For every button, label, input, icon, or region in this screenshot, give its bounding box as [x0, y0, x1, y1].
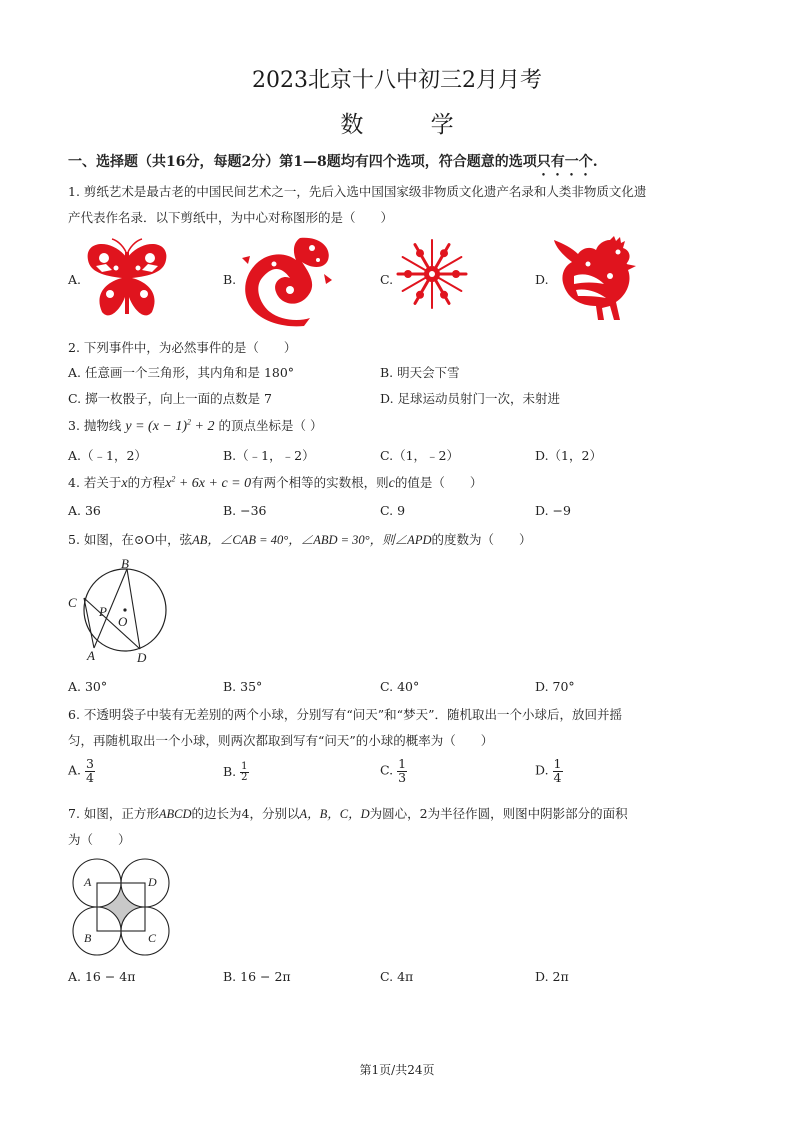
q6-option-c [380, 758, 407, 784]
q5-angles: ，∠CAB = 40°，∠ABD = 30°，则∠APD [207, 533, 432, 547]
q7-stem-pre: 7. 如图，正方形 [68, 806, 159, 821]
section-heading-end: . [592, 154, 598, 170]
q4-option-b: B. −36 [223, 503, 267, 518]
q6-option-c-label: C. [380, 762, 394, 778]
q5-chord-ab: AB [192, 533, 208, 547]
q7-label-d: D [148, 875, 157, 889]
q4-eq-tail: + 6x + c = 0 [175, 476, 252, 491]
q2-option-d: D. 足球运动员射门一次，未射进 [380, 391, 561, 406]
q5-label-b: B [121, 556, 129, 571]
q4-stem [68, 473, 482, 492]
q5-option-d: D. 70° [535, 679, 575, 694]
q4-option-a: A. 36 [68, 503, 101, 518]
section-heading-emphasis: 只有一个 [536, 154, 593, 170]
q3-option-a: A.（﹣1，2） [68, 448, 147, 463]
q3-option-c: C.（1，﹣2） [380, 448, 459, 463]
q3-stem [68, 416, 322, 435]
q4-equation [165, 476, 251, 491]
q7-square-circles-diagram [68, 855, 174, 959]
q5-stem [68, 530, 532, 548]
q5-stem-pre: 5. 如图，在⊙O中，弦 [68, 532, 193, 547]
section-heading-text: 一、选择题（共16分，每题2分）第1—8题均有四个选项，符合题意的选项 [68, 154, 537, 170]
q4-stem-post: 的值是（ ） [394, 475, 483, 490]
q3-option-d: D.（1，2） [535, 448, 602, 463]
q5-label-c: C [68, 595, 77, 610]
q3-formula-base: y = (x − 1) [125, 419, 188, 434]
q6-option-b-label: B. [223, 764, 237, 779]
q1-option-b-label: B. [223, 272, 237, 287]
q5-stem-post: 的度数为（ ） [431, 532, 532, 547]
q4-var-x: x [121, 476, 128, 491]
q4-stem-pre: 4. 若关于 [68, 475, 122, 490]
q1-option-a-label: A. [68, 272, 82, 287]
q6-option-c-numerator: 1 [398, 756, 407, 771]
q3-option-b: B.（﹣1，﹣2） [223, 448, 315, 463]
q7-option-c: C. 4π [380, 969, 414, 984]
q7-option-b: B. 16 − 2π [223, 969, 291, 984]
q7-line1 [68, 804, 628, 822]
q7-label-b: B [84, 931, 92, 945]
q6-option-d [535, 758, 563, 784]
q6-option-b-fraction [240, 762, 248, 783]
q6-option-c-denominator: 3 [398, 769, 407, 785]
q1-option-c-label: C. [380, 272, 394, 287]
q5-option-c: C. 40° [380, 679, 420, 694]
q3-formula-exponent: 2 [187, 417, 192, 427]
q6-option-b-numerator: 1 [241, 761, 248, 772]
q5-circle-diagram [60, 552, 180, 668]
q6-option-a-numerator: 3 [86, 756, 94, 771]
q6-option-a [68, 758, 95, 784]
q2-option-b: B. 明天会下雪 [380, 365, 460, 380]
q6-option-c-fraction [397, 758, 407, 784]
q7-line2: 为（ ） [68, 832, 131, 847]
q6-option-a-label: A. [68, 762, 82, 778]
q4-option-c: C. 9 [380, 503, 406, 518]
q6-option-a-fraction [85, 758, 95, 784]
q1-line1: 1. 剪纸艺术是最古老的中国民间艺术之一，先后入选中国国家级非物质文化遗产名录和人类非物质文化遗 [68, 184, 647, 199]
q4-stem-mid: 的方程 [127, 475, 166, 490]
q6-option-d-label: D. [535, 762, 549, 778]
q7-points: A，B，C，D [299, 807, 370, 821]
q7-label-c: C [148, 931, 157, 945]
subject-title: 数 学 [340, 112, 484, 138]
q6-option-b-denominator: 2 [241, 772, 248, 783]
q4-option-d: D. −9 [535, 503, 571, 518]
q6-option-a-denominator: 4 [86, 769, 94, 785]
q2-option-a: A. 任意画一个三角形，其内角和是 180° [68, 365, 295, 380]
q5-label-a: A [87, 648, 95, 663]
q7-label-a: A [84, 875, 92, 889]
q3-formula [125, 419, 214, 434]
q6-option-d-denominator: 4 [553, 769, 562, 785]
q1-option-d-label: D. [535, 272, 549, 287]
q7-square-name: ABCD [158, 807, 192, 821]
q4-eq-exponent: 2 [171, 474, 176, 484]
q5-option-b: B. 35° [223, 679, 263, 694]
dragon-papercut-icon [240, 234, 334, 326]
section-heading [68, 151, 598, 179]
q5-label-p: P [99, 604, 107, 619]
q4-eq-base: x [165, 476, 172, 491]
snowflake-papercut-icon [395, 237, 469, 311]
rooster-papercut-icon [550, 236, 640, 324]
q6-line1: 6. 不透明袋子中装有无差别的两个小球，分别写有“问天”和“梦天”．随机取出一个小球后，放回并摇 [68, 707, 622, 722]
q7-option-d: D. 2π [535, 969, 569, 984]
q4-var-c: c [388, 476, 395, 491]
q5-option-a: A. 30° [68, 679, 108, 694]
q5-label-o: O [118, 614, 128, 629]
q3-stem-post: 的顶点坐标是（ ） [218, 418, 323, 433]
butterfly-papercut-icon [82, 238, 172, 322]
q6-option-d-fraction [553, 758, 563, 784]
q7-stem-post: 为圆心，2为半径作圆，则图中阴影部分的面积 [369, 806, 628, 821]
q7-stem-mid: 的边长为4，分别以 [191, 806, 300, 821]
q2-stem: 2. 下列事件中，为必然事件的是（ ） [68, 340, 297, 355]
q7-option-a: A. 16 − 4π [68, 969, 136, 984]
document-title: 2023北京十八中初三2月月考 [252, 68, 542, 93]
q1-line2: 产代表作名录．以下剪纸中，为中心对称图形的是（ ） [68, 210, 394, 225]
q4-stem-mid2: 有两个相等的实数根，则 [251, 475, 389, 490]
q5-label-d: D [137, 650, 147, 665]
q2-option-c: C. 掷一枚骰子，向上一面的点数是 7 [68, 391, 272, 406]
page-number: 第1页/共24页 [359, 1063, 435, 1077]
q6-line2: 匀，再随机取出一个小球，则两次都取到写有“问天”的小球的概率为（ ） [68, 733, 494, 748]
q6-option-b [223, 762, 249, 783]
q3-stem-pre: 3. 抛物线 [68, 418, 122, 433]
q6-option-d-numerator: 1 [553, 756, 562, 771]
q3-formula-tail: + 2 [191, 419, 215, 434]
